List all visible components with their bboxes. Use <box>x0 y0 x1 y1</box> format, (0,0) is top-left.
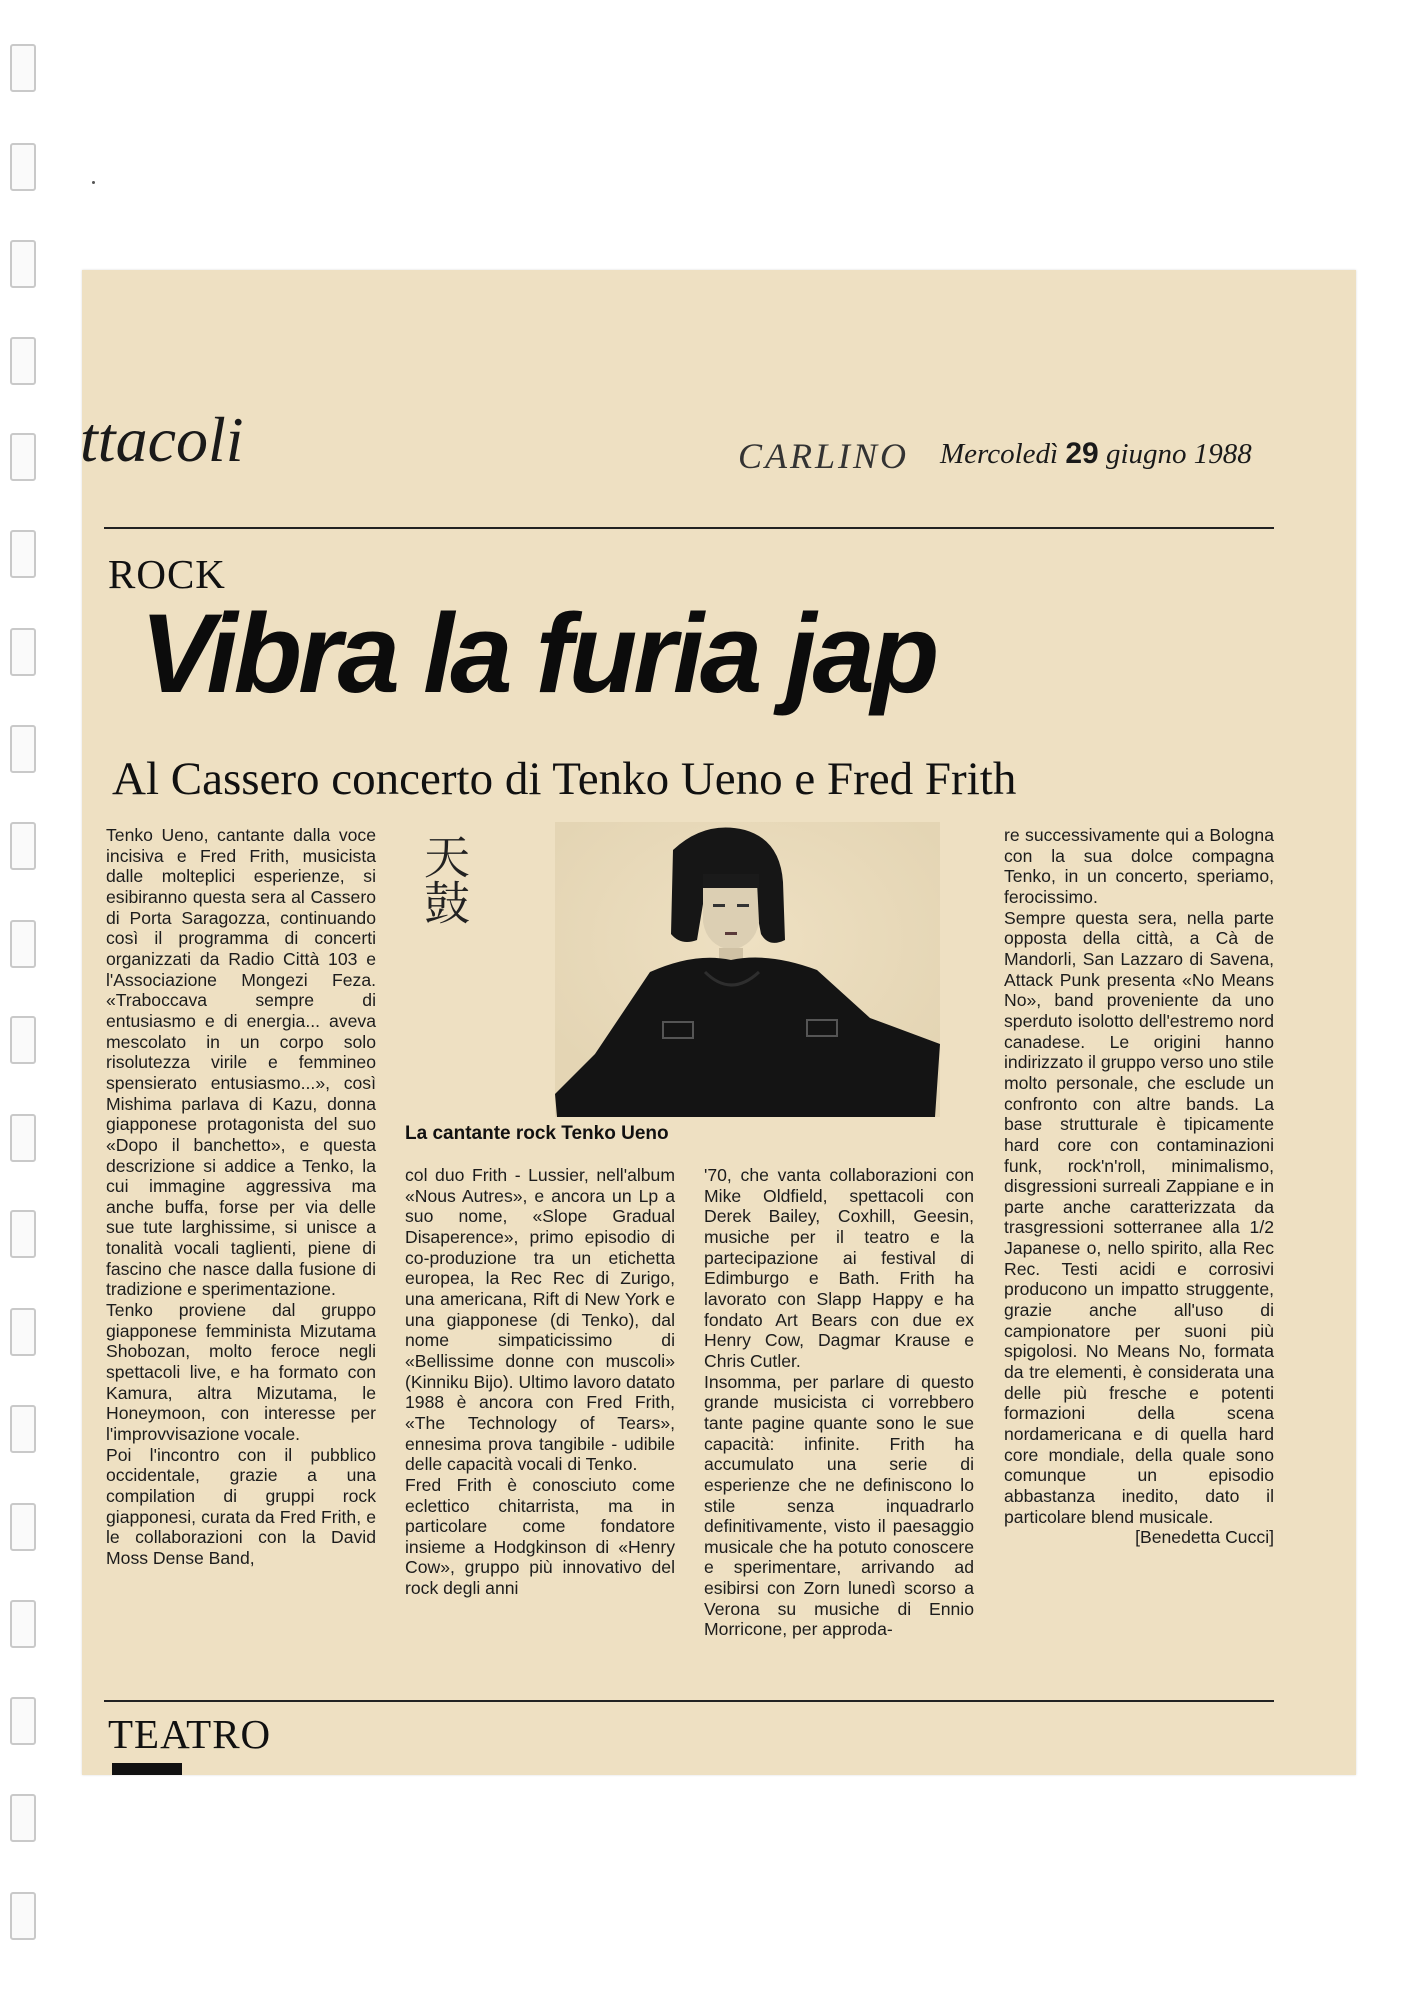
section-title: ttacoli <box>80 404 244 475</box>
binder-hole <box>10 1697 36 1745</box>
binder-hole <box>10 433 36 481</box>
paper-name-handwritten: CARLINO <box>738 436 910 476</box>
paragraph: '70, che vanta collaborazioni con Mike Oldfield, spettacoli con Derek Bailey, Coxhill, Geesin, musiche per il teatro e la partecipazione ai festival di Edimburgo e Bath. Frith ha lavorato con Slapp Happy e ha fondato Art Bears con due ex Henry Cow, Dagmar Krause e Chris Cutler. <box>704 1165 974 1371</box>
date-month-year: giugno 1988 <box>1105 438 1252 470</box>
article-column-1 <box>106 825 376 1569</box>
paragraph: Insomma, per parlare di questo grande musicista ci vorrebbero tante pagine quante sono le sue capacità: infinite. Frith ha accumulato una serie di esperienze che ne definiscono lo stile senza inquadrarlo definitivamente, visto il paesaggio musicale che ha potuto conoscere e sperimentare, arrivando ad esibirsi con Zorn lunedì scorso a Verona su musiche di Ennio Morricone, per approda- <box>704 1371 974 1640</box>
binder-hole <box>10 1308 36 1356</box>
binder-hole <box>10 240 36 288</box>
photo-caption: La cantante rock Tenko Ueno <box>405 1123 669 1144</box>
article-column-4 <box>1004 825 1274 1548</box>
header-rule <box>104 527 1274 529</box>
binder-hole <box>10 1405 36 1453</box>
binder-hole <box>10 1794 36 1842</box>
article-subheadline: Al Cassero concerto di Tenko Ueno e Fred Frith <box>112 753 1017 805</box>
binder-hole <box>10 628 36 676</box>
article-column-2 <box>405 1165 675 1599</box>
paragraph: Tenko Ueno, cantante dalla voce incisiva e Fred Frith, musicista dalle molteplici esperienze, si esibiranno questa sera al Cassero di Porta Saragozza, continuando così il programma di concerti organizzati da Radio Città 103 e l'Associazione Mongezi Feza. «Traboccava sempre di entusiasmo e di energia... aveva mescolato in un corpo solo risolutezza virile e femmineo spensierato entusiasmo...», così Mishima parlava di Kazu, donna giapponese protagonista del suo «Dopo il banchetto», e questa descrizione si addice a Tenko, la cui immagine aggressiva ma anche buffa, forse per via delle sue tute larghissime, si unisce a tonalità vocali taglienti, piene di fascino che nasce dalla fusione di tradizione e sperimentazione. <box>106 825 376 1300</box>
tenko-ueno-photo <box>555 822 940 1117</box>
paragraph: Sempre questa sera, nella parte opposta della città, a Cà de Mandorli, San Lazzaro di Savena, Attack Punk presenta «No Means No», band proveniente da uno sperduto isolotto dell'estremo nord canadese. Le origini hanno indirizzato il gruppo verso uno stile molto personale, che esclude un confronto con altre bands. La base strutturale è tipicamente hard core con contaminazioni funk, rock'n'roll, minimalismo, disgressioni surreali Zappiane e in parte anche caratterizzata da trasgressioni sotterranee alla 1/2 Japanese o, nello spirito, alla Rec Rec. Testi acidi e corrosivi producono un impatto struggente, grazie anche all'uso di campionatore per suoni più spigolosi. No Means No, formata da tre elementi, è considerata una delle più fresche e potenti formazioni della scena nordamericana e di quella hard core mondiale, della quale sono comunque un episodio abbastanza inedito, dato il particolare blend musicale. <box>1004 907 1274 1527</box>
binder-hole <box>10 725 36 773</box>
paper-speck <box>92 181 95 184</box>
article-headline: Vibra la furia jap <box>140 591 936 716</box>
paragraph: Fred Frith è conosciuto come eclettico chitarrista, ma in particolare come fondatore insieme a Hodgkinson di «Henry Cow», gruppo più innovativo del rock degli anni <box>405 1474 675 1599</box>
binder-hole <box>10 822 36 870</box>
binder-hole <box>10 1503 36 1551</box>
byline: [Benedetta Cucci] <box>1135 1527 1274 1548</box>
date-day: 29 <box>1065 437 1099 470</box>
article-rubric: ROCK <box>108 551 226 597</box>
paragraph: Poi l'incontro con il pubblico occidentale, grazie a una compilation di gruppi rock giapponesi, curata da Fred Frith, e le collaborazioni con la David Moss Dense Band, <box>106 1444 376 1568</box>
binder-hole <box>10 1600 36 1648</box>
binder-hole <box>10 1210 36 1258</box>
binder-hole <box>10 337 36 385</box>
paragraph: Tenko proviene dal gruppo giapponese femminista Mizutama Shobozan, molto feroce negli spettacoli live, e ha formato con Kamura, altra Mizutama, le Honeymoon, con interesse per l'improvvisazione vocale. <box>106 1300 376 1445</box>
next-rubric: TEATRO <box>108 1711 272 1757</box>
binder-hole <box>10 1114 36 1162</box>
next-headline-fragment <box>112 1763 182 1775</box>
binder-hole <box>10 920 36 968</box>
binder-hole <box>10 1892 36 1940</box>
binder-hole <box>10 44 36 92</box>
paragraph: re successivamente qui a Bologna con la sua dolce compagna Tenko, in un concerto, speriamo, ferocissimo. <box>1004 825 1274 907</box>
photo-kanji: 天鼓 <box>417 833 471 925</box>
paragraph: col duo Frith - Lussier, nell'album «Nous Autres», e ancora un Lp a suo nome, «Slope Gradual Disaperence», primo episodio di co-produzione tra un etichetta europea, la Rec Rec di Zurigo, una americana, Rift di New York e una giapponese (di Tenko), dal nome simpaticissimo di «Bellissime donne con muscoli» (Kinniku Bijo). Ultimo lavoro datato 1988 è ancora con Fred Frith, «The Technology of Tears», ennesima prova tangibile - udibile delle capacità vocali di Tenko. <box>405 1165 675 1475</box>
binder-hole <box>10 530 36 578</box>
binder-hole <box>10 1016 36 1064</box>
footer-rule <box>104 1700 1274 1702</box>
issue-date <box>940 437 1252 471</box>
binder-hole <box>10 143 36 191</box>
article-column-3 <box>704 1165 974 1640</box>
date-day-name: Mercoledì <box>940 438 1059 470</box>
